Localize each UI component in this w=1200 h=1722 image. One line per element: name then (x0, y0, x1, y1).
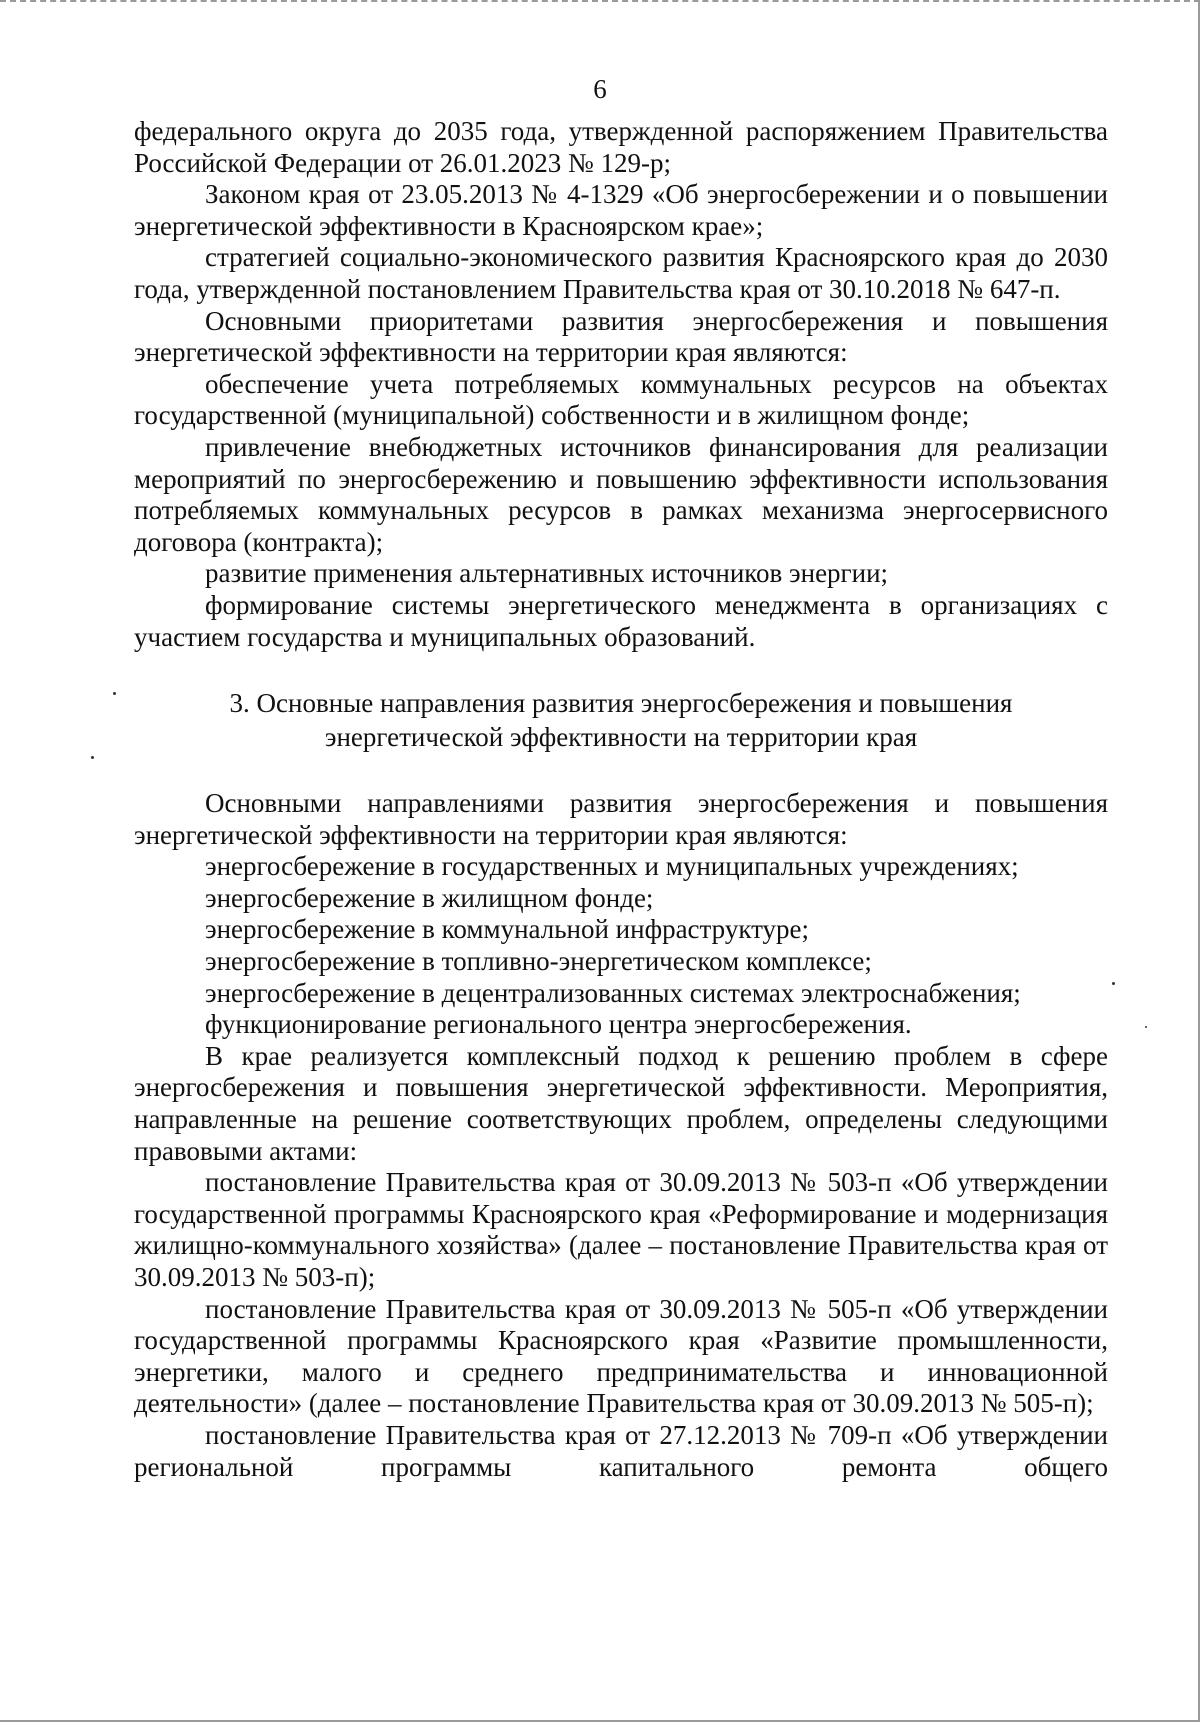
paragraph: стратегией социально-экономического развития Красноярского края до 2030 года, утвержденной постановлением Правительства края от 30.10.2018 № 647-п. (134, 242, 1108, 304)
list-item: постановление Правительства края от 27.12.2013 № 709-п «Об утверждении региональной программы капитального ремонта общего (134, 1419, 1108, 1482)
paragraph: Основными приоритетами развития энергосбережения и повышения энергетической эффективности на территории края являются: (134, 305, 1108, 368)
document-body (134, 116, 1108, 1483)
list-item: развитие применения альтернативных источников энергии; (205, 558, 889, 589)
list-item: обеспечение учета потребляемых коммунальных ресурсов на объектах государственной (муниципальной) собственности и в жилищном фонде; (134, 368, 1108, 431)
paragraph: Законом края от 23.05.2013 № 4-1329 «Об энергосбережении и о повышении энергетической эффективности в Красноярском крае»; (134, 179, 1108, 241)
list-item: энергосбережение в жилищном фонде; (205, 882, 654, 913)
paragraph: Основными направлениями развития энергосбережения и повышения энергетической эффективности на территории края являются: (134, 788, 1108, 850)
list-item: привлечение внебюджетных источников финансирования для реализации мероприятий по энергосбережению и повышению эффективности использования потребляемых коммунальных ресурсов в рамках механизма энергосервисного договора (контракта); (134, 431, 1108, 557)
list-item: энергосбережение в государственных и муниципальных учреждениях; (205, 851, 1019, 882)
scan-speck (91, 756, 94, 759)
section-heading-line: энергетической эффективности на территории края (324, 722, 918, 753)
paragraph: В крае реализуется комплексный подход к решению проблем в сфере энергосбережения и повышения энергетической эффективности. Мероприятия, направленные на решение соответствующих проблем, определены следующими правовыми актами: (134, 1040, 1108, 1166)
page-number: 6 (593, 74, 607, 104)
scan-speck (1112, 982, 1115, 985)
section-heading (134, 686, 1108, 754)
list-item: энергосбережение в коммунальной инфраструктуре; (205, 914, 810, 945)
scan-speck (113, 692, 116, 695)
scan-border-top (0, 0, 1200, 2)
list-item: постановление Правительства края от 30.09.2013 № 505-п «Об утверждении государственной программы Красноярского края «Развитие промышленности, энергетики, малого и среднего предпринимательства и инновационной деятельности» (далее – постановление Правительства края от 30.09.2013 № 505-п); (134, 1293, 1108, 1419)
list-item: энергосбережение в децентрализованных системах электроснабжения; (205, 977, 1021, 1008)
list-item: энергосбережение в топливно-энергетическом комплексе; (205, 946, 872, 977)
scan-speck (1145, 1026, 1147, 1028)
paragraph: федерального округа до 2035 года, утвержденной распоряжением Правительства Российской Федерации от 26.01.2023 № 129-р; (134, 116, 1108, 178)
list-item: постановление Правительства края от 30.09.2013 № 503-п «Об утверждении государственной программы Красноярского края «Реформирование и модернизация жилищно-коммунального хозяйства» (далее – постановление Правительства края от 30.09.2013 № 503-п); (134, 1167, 1108, 1292)
list-item: функционирование регионального центра энергосбережения. (205, 1009, 912, 1040)
list-item: формирование системы энергетического менеджмента в организациях с участием государства и муниципальных образований. (134, 589, 1108, 652)
section-heading-line: 3. Основные направления развития энергосбережения и повышения (229, 688, 1013, 719)
